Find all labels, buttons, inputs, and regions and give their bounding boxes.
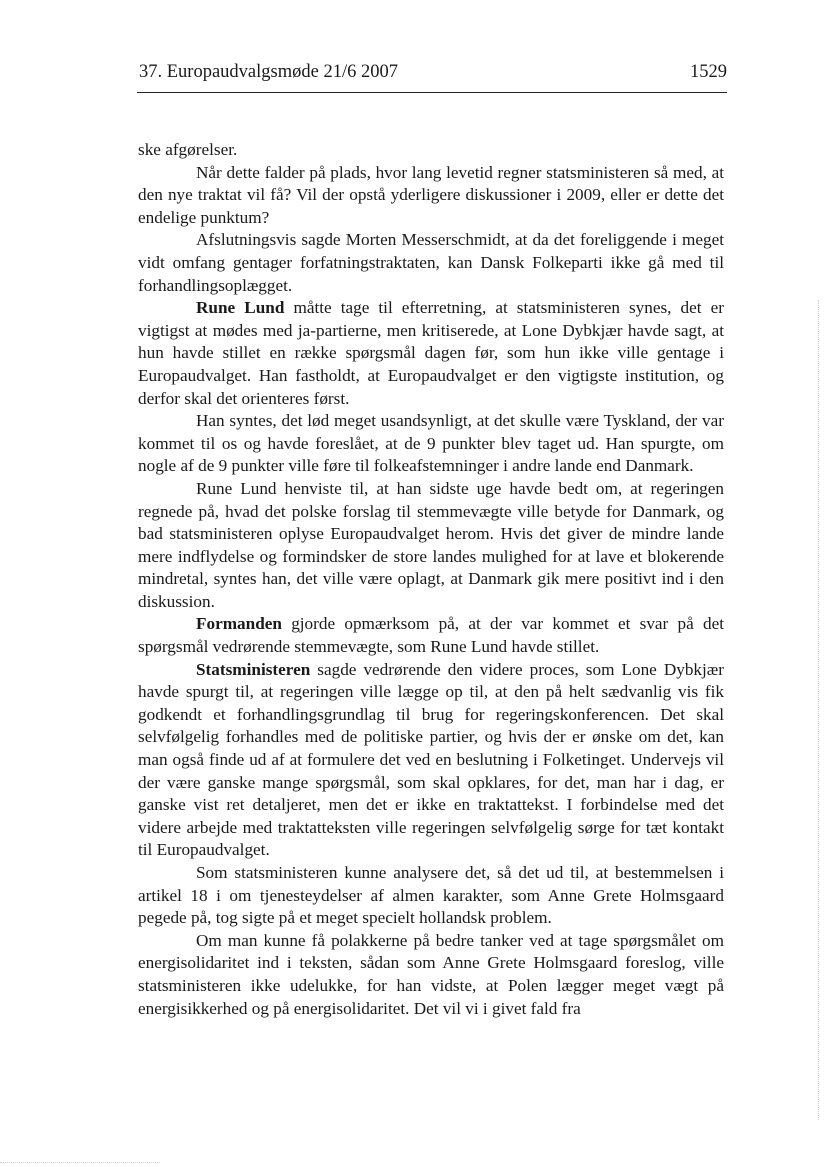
paragraph: Formanden gjorde opmærksom på, at der var kommet et svar på det spørgsmål vedrørende stemmevægte, som Rune Lund havde stillet. [138, 614, 724, 657]
speaker-name: Formanden [196, 614, 282, 634]
paragraph: Rune Lund henviste til, at han sidste uge havde bedt om, at regeringen regnede på, hvad det polske forslag til stemmevægte ville betyde for Danmark, og bad statsministeren oplyse Europaudvalget herom. Hvis det giver de mindre lande mere indflydelse og formindsker de store landes mulighed for at lave et blokerende mindretal, syntes han, det ville være oplagt, at Danmark gik mere positivt ind i den diskussion. [138, 478, 724, 611]
paragraph: Statsministeren sagde vedrørende den videre proces, som Lone Dybkjær havde spurgt til, at regeringen ville lægge op til, at den på helt sædvanlig vis fik godkendt et forhandlingsgrundlag til brug for regeringskonferencen. Det skal selvfølgelig forhandles med de politiske partier, og hvis der er ønske om det, kan man også finde ud af at formulere det ved en beslutning i Folketinget. Undervejs vil der være ganske mange spørgsmål, som skal opklares, for det, man har i dag, er ganske vist ret detaljeret, men det er ikke en traktattekst. I forbindelse med det videre arbejde med traktatteksten ville regeringen selvfølgelig sørge for tæt kontakt til Europaudvalget. [138, 659, 724, 860]
scan-edge-mark [817, 300, 819, 1120]
page-header [139, 62, 727, 86]
page-number: 1529 [690, 62, 727, 82]
body-text [138, 139, 724, 1020]
paragraph: Afslutningsvis sagde Morten Messerschmidt, at da det foreliggende i meget vidt omfang gentager forfatningstraktaten, kan Dansk Folkeparti ikke gå med til forhandlingsoplægget. [138, 230, 724, 295]
header-rule [137, 92, 727, 93]
speaker-name: Rune Lund [196, 298, 285, 318]
speaker-name: Statsministeren [196, 659, 311, 679]
paragraph: Når dette falder på plads, hvor lang levetid regner statsministeren så med, at den nye traktat vil få? Vil der opstå yderligere diskussioner i 2009, eller er dette det endelige punktum? [138, 162, 724, 227]
paragraph: Rune Lund måtte tage til efterretning, at statsministeren synes, det er vigtigst at mødes med ja-partierne, men kritiserede, at Lone Dybkjær havde sagt, at hun havde stillet en række spørgsmål dagen før, som hun ikke ville gentage i Europaudvalget. Han fastholdt, at Europaudvalget er den vigtigste institution, og derfor skal det orienteres først. [138, 298, 724, 408]
running-title: 37. Europaudvalgsmøde 21/6 2007 [139, 62, 398, 82]
paragraph: ske afgørelser. [138, 140, 238, 159]
paragraph: Om man kunne få polakkerne på bedre tanker ved at tage spørgsmålet om energisolidaritet ind i teksten, sådan som Anne Grete Holmsgaard foreslog, ville statsministeren ikke udelukke, for han vidste, at Polen lægger meget vægt på energisikkerhed og på energisolidaritet. Det vil vi i givet fald fra [138, 930, 724, 1018]
scan-bottom-mark [0, 1162, 160, 1163]
paragraph: Han syntes, det lød meget usandsynligt, at det skulle være Tyskland, der var kommet til os og havde foreslået, at de 9 punkter blev taget ud. Han spurgte, om nogle af de 9 punkter ville føre til folkeafstemninger i andre lande end Danmark. [138, 411, 724, 476]
paragraph: Som statsministeren kunne analysere det, så det ud til, at bestemmelsen i artikel 18 i om tjenesteydelser af almen karakter, som Anne Grete Holmsgaard pegede på, tog sigte på et meget specielt hollandsk problem. [138, 863, 724, 928]
